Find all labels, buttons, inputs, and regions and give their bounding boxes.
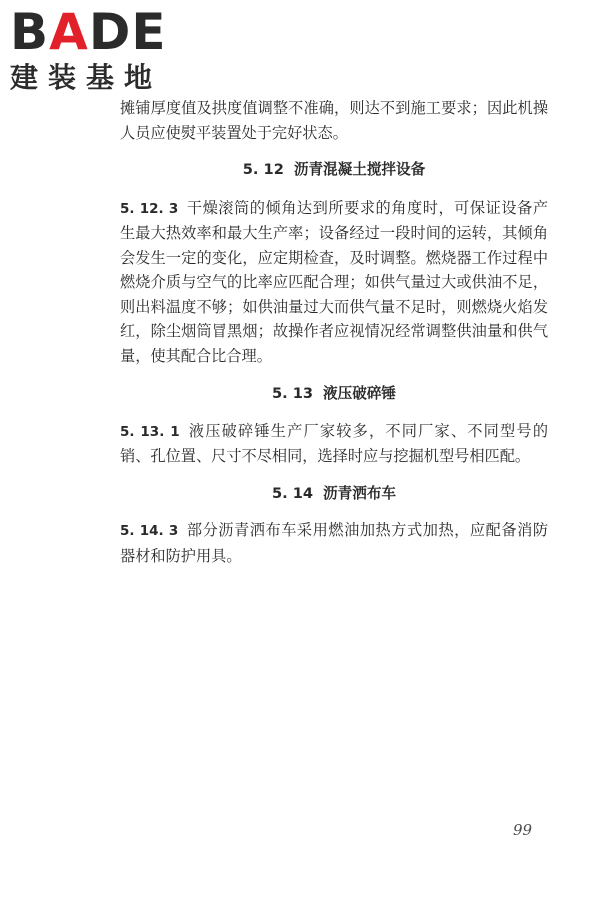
section-title: 沥青洒布车 [323, 484, 397, 502]
clause-5-14-3 [120, 518, 548, 568]
page-body [120, 96, 548, 568]
section-heading-5-13 [120, 382, 548, 407]
section-number: 5. 14 [271, 484, 314, 502]
clause-number: 5. 14. 3 [120, 523, 179, 539]
bade-logo [10, 3, 180, 98]
logo-subtitle: 建装基地 [10, 61, 163, 94]
section-number: 5. 13 [271, 385, 314, 402]
clause-5-12-3 [120, 196, 548, 369]
logo-wordmark [10, 3, 167, 61]
section-heading-5-14 [120, 482, 548, 507]
clause-number: 5. 13. 1 [120, 423, 180, 440]
continued-paragraph-text: 摊铺厚度值及拱度值调整不准确，则达不到施工要求；因此机操人员应使熨平装置处于完好状态。 [120, 99, 548, 142]
clause-text: 干燥滚筒的倾角达到所要求的角度时，可保证设备产生最大热效率和最大生产率；设备经过一段时间的运转，其倾角会发生一定的变化，应定期检查，及时调整。燃烧器工作过程中燃烧介质与空气的比率应匹配合理；如供气量过大或供油不足，则出料温度不够；如供油量过大而供气量不足时，则燃烧火焰发红，除尘烟筒冒黑烟；故操作者应视情况经常调整供油量和供气量，使其配合比合理。 [120, 198, 549, 365]
clause-5-13-1 [120, 419, 548, 469]
clause-text: 液压破碎锤生产厂家较多，不同厂家、不同型号的销、孔位置、尺寸不尽相同，选择时应与挖掘机型号相匹配。 [120, 421, 549, 465]
logo-letter-b: B [10, 3, 50, 61]
clause-text: 部分沥青洒布车采用燃油加热方式加热，应配备消防器材和防护用具。 [120, 521, 549, 565]
logo-letters-de: DE [88, 3, 167, 61]
page-number: 99 [513, 821, 533, 839]
section-heading-5-12 [120, 158, 548, 183]
section-number: 5. 12 [242, 161, 284, 178]
continued-paragraph [120, 96, 548, 145]
clause-number: 5. 12. 3 [120, 200, 179, 217]
logo-letter-a-accent: A [49, 3, 89, 61]
section-title: 沥青混凝土搅拌设备 [293, 161, 426, 178]
section-title: 液压破碎锤 [323, 385, 397, 402]
